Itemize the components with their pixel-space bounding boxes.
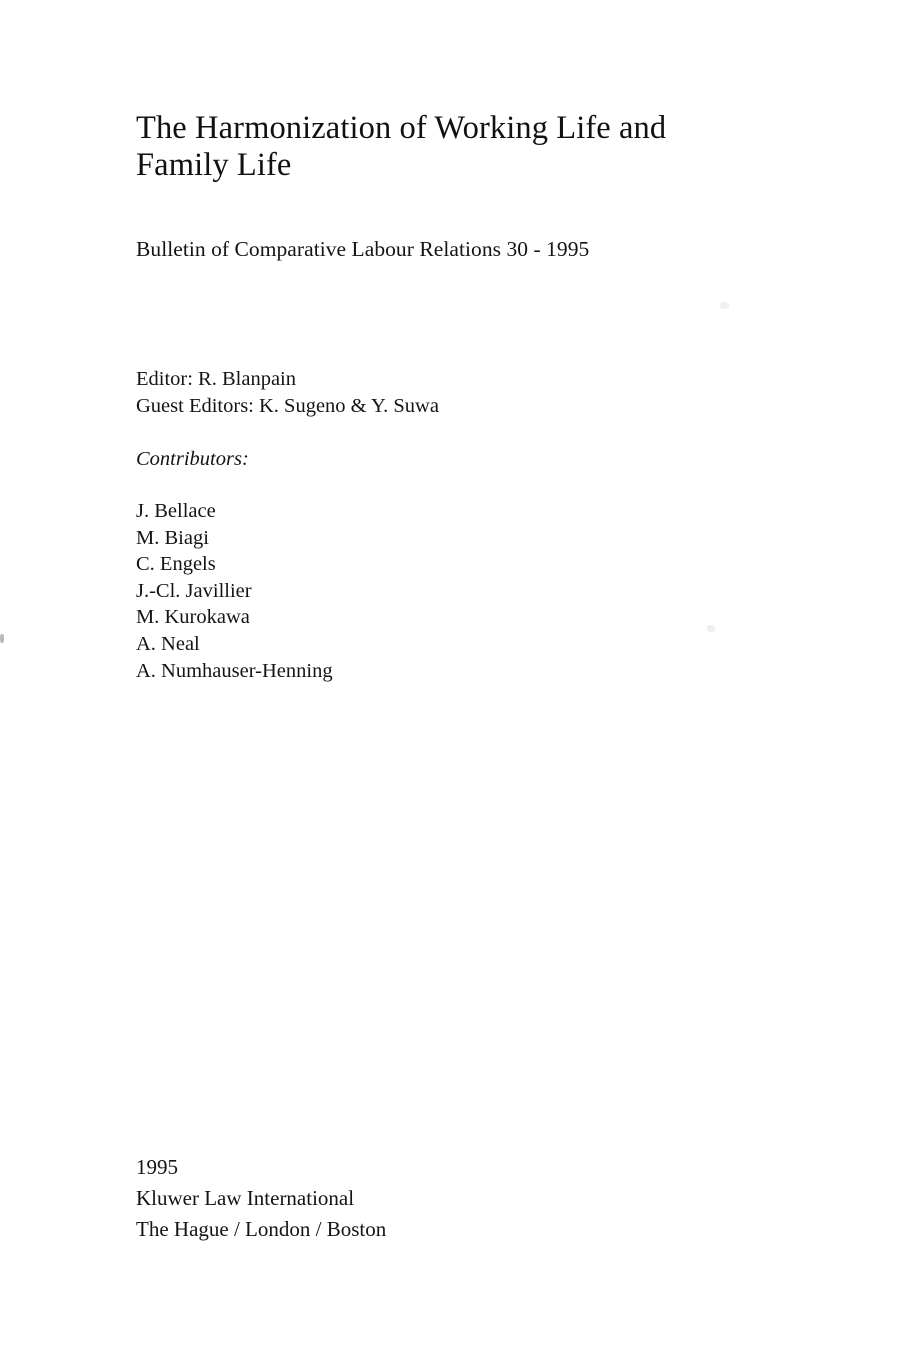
book-title-line-1: The Harmonization of Working Life and [136,109,667,146]
list-item: A. Neal [136,632,200,655]
list-item: A. Numhauser-Henning [136,659,333,682]
series-line: Bulletin of Comparative Labour Relations 30 - 1995 [136,237,590,261]
imprint-block [136,1152,386,1245]
editors-block [136,366,439,419]
book-title-line-2: Family Life [136,146,292,183]
list-item: C. Engels [136,553,216,576]
scan-artifact-speck [0,634,4,643]
publisher-places: The Hague / London / Boston [136,1217,387,1241]
book-title [136,110,776,184]
scan-artifact-speck [707,625,715,632]
publication-year: 1995 [136,1155,178,1179]
list-item: J.-Cl. Javillier [136,579,252,602]
list-item: J. Bellace [136,500,216,522]
contributors-list [136,498,333,684]
scan-artifact-speck [720,302,729,309]
guest-editors-line: Guest Editors: K. Sugeno & Y. Suwa [136,394,439,417]
publisher-name: Kluwer Law International [136,1186,355,1210]
list-item: M. Biagi [136,526,209,549]
editor-line: Editor: R. Blanpain [136,368,296,390]
contributors-heading: Contributors: [136,448,249,470]
list-item: M. Kurokawa [136,606,250,629]
